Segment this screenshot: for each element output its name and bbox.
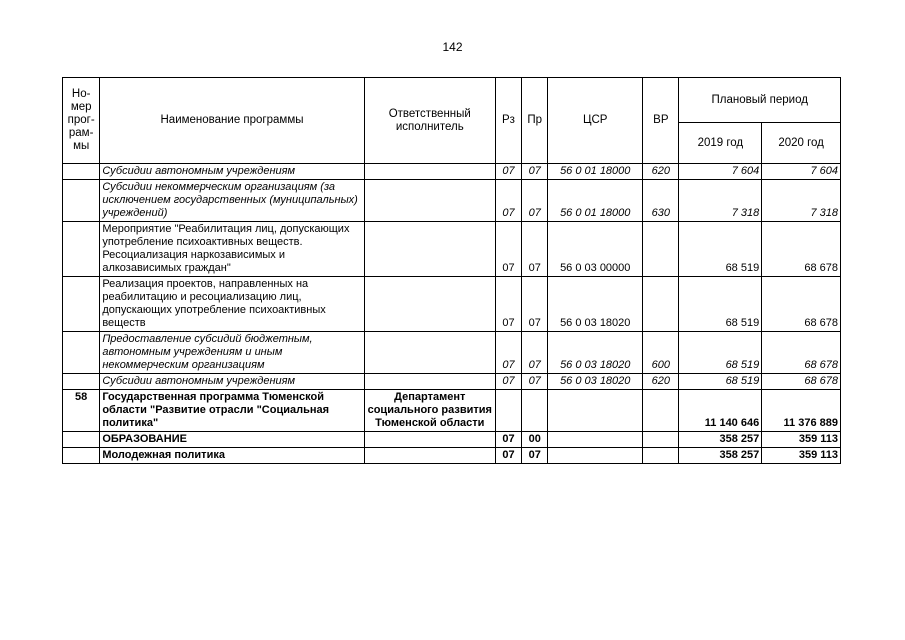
cell-program-name: Субсидии автономным учреждениям <box>100 164 364 180</box>
cell-amount-2020: 7 318 <box>762 180 841 222</box>
cell-program-number <box>63 432 100 448</box>
cell-rz: 07 <box>495 432 521 448</box>
cell-executor <box>364 222 495 277</box>
cell-program-number <box>63 448 100 464</box>
cell-csr <box>548 448 643 464</box>
cell-csr <box>548 432 643 448</box>
cell-vr: 630 <box>643 180 679 222</box>
cell-csr <box>548 390 643 432</box>
cell-amount-2019: 11 140 646 <box>679 390 762 432</box>
cell-vr: 620 <box>643 164 679 180</box>
cell-pr: 07 <box>522 448 548 464</box>
cell-program-number <box>63 277 100 332</box>
cell-amount-2020: 68 678 <box>762 374 841 390</box>
table-header <box>63 78 841 164</box>
cell-csr: 56 0 03 18020 <box>548 332 643 374</box>
cell-csr: 56 0 01 18000 <box>548 180 643 222</box>
cell-rz: 07 <box>495 332 521 374</box>
page-number: 142 <box>442 40 463 54</box>
cell-rz: 07 <box>495 448 521 464</box>
cell-pr: 07 <box>522 374 548 390</box>
header-year-2020: 2020 год <box>762 123 841 164</box>
cell-program-number <box>63 222 100 277</box>
cell-pr: 07 <box>522 180 548 222</box>
header-program-name: Наименование программы <box>100 78 364 164</box>
cell-program-name: Субсидии автономным учреждениям <box>100 374 364 390</box>
cell-amount-2019: 7 604 <box>679 164 762 180</box>
cell-program-name: Мероприятие "Реабилитация лиц, допускающих употребление психоактивных веществ. Ресоциализация наркозависимых и алкозависимых граждан" <box>100 222 364 277</box>
header-year-2019: 2019 год <box>679 123 762 164</box>
cell-amount-2020: 68 678 <box>762 277 841 332</box>
table-row <box>63 164 841 180</box>
cell-executor <box>364 332 495 374</box>
cell-vr: 600 <box>643 332 679 374</box>
cell-executor: Департамент социального развития Тюменской области <box>364 390 495 432</box>
cell-csr: 56 0 01 18000 <box>548 164 643 180</box>
header-plan-period: Плановый период <box>679 78 841 123</box>
table-row <box>63 277 841 332</box>
budget-table <box>62 77 841 464</box>
cell-executor <box>364 432 495 448</box>
cell-executor <box>364 448 495 464</box>
header-program-number: Но- мер прог- рам- мы <box>63 78 100 164</box>
cell-amount-2019: 68 519 <box>679 277 762 332</box>
cell-program-number: 58 <box>63 390 100 432</box>
table-row <box>63 180 841 222</box>
cell-rz <box>495 390 521 432</box>
table-row <box>63 374 841 390</box>
cell-program-number <box>63 180 100 222</box>
cell-vr <box>643 222 679 277</box>
header-vr: ВР <box>643 78 679 164</box>
cell-program-number <box>63 164 100 180</box>
cell-pr: 07 <box>522 222 548 277</box>
header-csr: ЦСР <box>548 78 643 164</box>
cell-csr: 56 0 03 18020 <box>548 277 643 332</box>
table-row <box>63 390 841 432</box>
cell-program-name: Реализация проектов, направленных на реабилитацию и ресоциализацию лиц, допускающих употребление психоактивных веществ <box>100 277 364 332</box>
cell-executor <box>364 164 495 180</box>
cell-pr: 07 <box>522 332 548 374</box>
cell-amount-2019: 68 519 <box>679 222 762 277</box>
cell-vr <box>643 432 679 448</box>
table-row <box>63 332 841 374</box>
table-row <box>63 222 841 277</box>
cell-amount-2020: 359 113 <box>762 432 841 448</box>
cell-pr: 00 <box>522 432 548 448</box>
cell-amount-2019: 358 257 <box>679 448 762 464</box>
cell-amount-2019: 7 318 <box>679 180 762 222</box>
cell-amount-2020: 7 604 <box>762 164 841 180</box>
cell-executor <box>364 374 495 390</box>
cell-vr <box>643 277 679 332</box>
header-rz: Рз <box>495 78 521 164</box>
header-pr: Пр <box>522 78 548 164</box>
table-body <box>63 164 841 464</box>
cell-amount-2019: 68 519 <box>679 374 762 390</box>
cell-program-name: Предоставление субсидий бюджетным, автономным учреждениям и иным некоммерческим организациям <box>100 332 364 374</box>
cell-pr: 07 <box>522 277 548 332</box>
cell-vr <box>643 448 679 464</box>
cell-rz: 07 <box>495 277 521 332</box>
cell-pr: 07 <box>522 164 548 180</box>
cell-program-name: Субсидии некоммерческим организациям (за исключением государственных (муниципальных) учреждений) <box>100 180 364 222</box>
table-row <box>63 448 841 464</box>
cell-amount-2020: 68 678 <box>762 222 841 277</box>
cell-amount-2020: 11 376 889 <box>762 390 841 432</box>
cell-rz: 07 <box>495 374 521 390</box>
cell-rz: 07 <box>495 180 521 222</box>
cell-program-name: Молодежная политика <box>100 448 364 464</box>
header-executor: Ответственный исполнитель <box>364 78 495 164</box>
cell-pr <box>522 390 548 432</box>
cell-amount-2019: 358 257 <box>679 432 762 448</box>
cell-amount-2020: 68 678 <box>762 332 841 374</box>
cell-program-name: Государственная программа Тюменской области "Развитие отрасли "Социальная политика" <box>100 390 364 432</box>
cell-vr: 620 <box>643 374 679 390</box>
cell-vr <box>643 390 679 432</box>
cell-program-number <box>63 332 100 374</box>
cell-rz: 07 <box>495 164 521 180</box>
cell-csr: 56 0 03 00000 <box>548 222 643 277</box>
cell-executor <box>364 277 495 332</box>
cell-amount-2020: 359 113 <box>762 448 841 464</box>
cell-executor <box>364 180 495 222</box>
table-row <box>63 432 841 448</box>
cell-program-name: ОБРАЗОВАНИЕ <box>100 432 364 448</box>
cell-csr: 56 0 03 18020 <box>548 374 643 390</box>
cell-program-number <box>63 374 100 390</box>
cell-amount-2019: 68 519 <box>679 332 762 374</box>
cell-rz: 07 <box>495 222 521 277</box>
